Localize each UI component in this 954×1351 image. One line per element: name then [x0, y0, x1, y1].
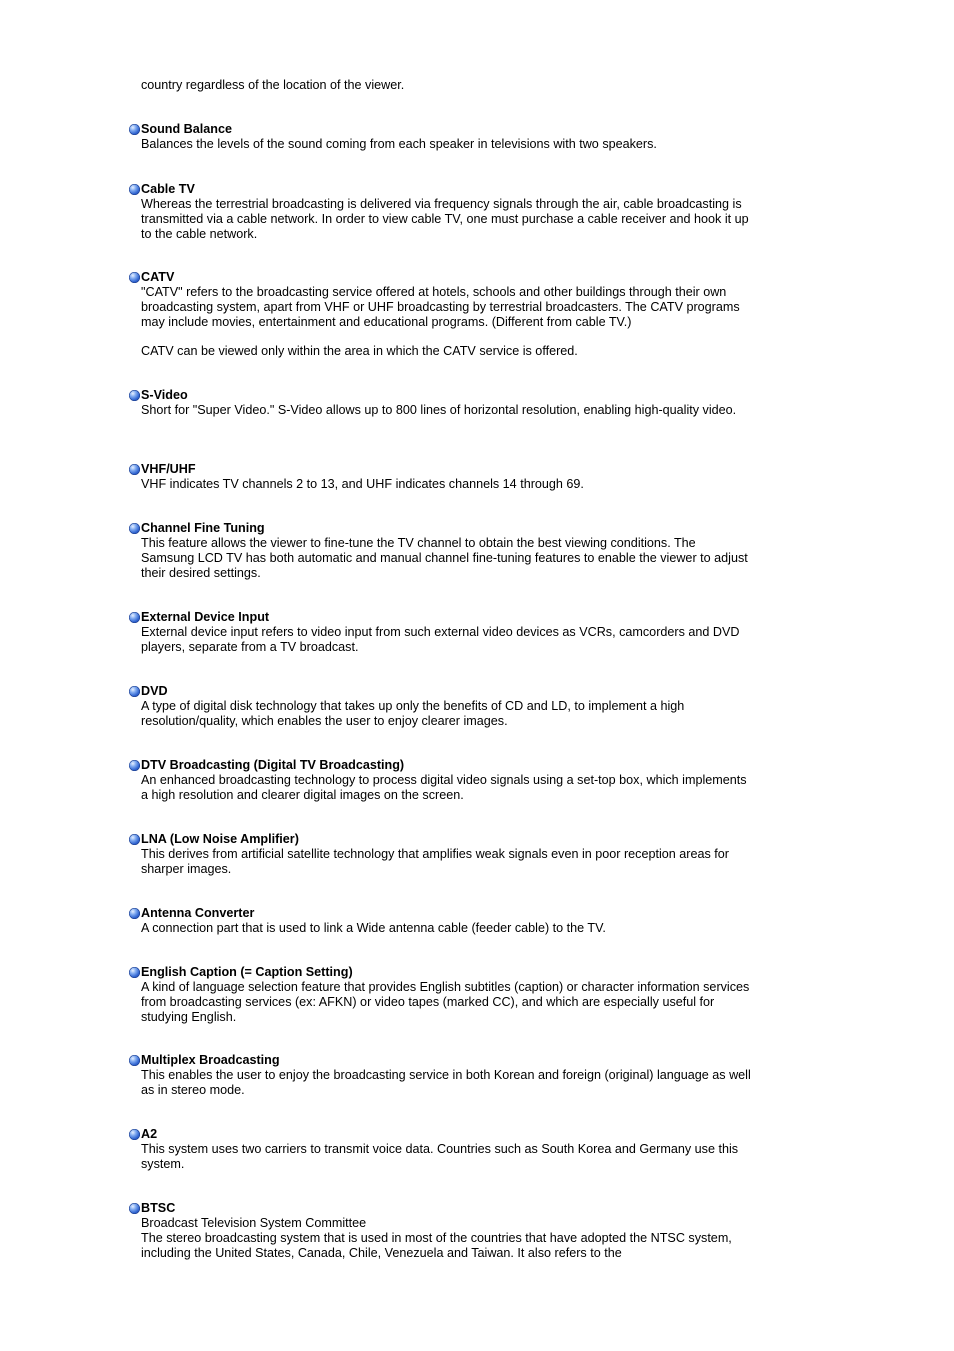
- blue-bullet-icon: [129, 834, 140, 845]
- entry-term: English Caption (= Caption Setting): [141, 965, 353, 979]
- glossary-entry: [129, 832, 754, 877]
- entry-term: Antenna Converter: [141, 906, 255, 920]
- entry-term: VHF/UHF: [141, 462, 196, 476]
- entry-heading: [129, 758, 754, 773]
- entry-description: The stereo broadcasting system that is used in most of the countries that have adopted the NTSC system, including the United States, Canada, Chile, Venezuela and Taiwan. It also refers to the: [141, 1230, 732, 1260]
- entry-description: This enables the user to enjoy the broadcasting service in both Korean and foreign (original) language as well as in stereo mode.: [141, 1068, 751, 1097]
- entry-term: Channel Fine Tuning: [141, 521, 265, 535]
- entry-description: VHF indicates TV channels 2 to 13, and UHF indicates channels 14 through 69.: [141, 477, 584, 491]
- blue-bullet-icon: [129, 464, 140, 475]
- blue-bullet-icon: [129, 686, 140, 697]
- entry-heading: [129, 965, 754, 980]
- entry-heading: [129, 610, 754, 625]
- glossary-entry: [129, 906, 754, 936]
- entry-description: Broadcast Television System Committee: [141, 1216, 367, 1230]
- entry-description: Whereas the terrestrial broadcasting is delivered via frequency signals through the air, cable broadcasting is transmitted via a cable network. In order to view cable TV, one must purchase a cable receiver and hook it up to the cable network.: [141, 197, 749, 241]
- entry-heading: [129, 1127, 754, 1142]
- entry-heading: [129, 832, 754, 847]
- entry-description: Short for "Super Video." S-Video allows up to 800 lines of horizontal resolution, enabling high-quality video.: [141, 403, 737, 417]
- entry-heading: [129, 1053, 754, 1068]
- entry-description: This derives from artificial satellite technology that amplifies weak signals even in poor reception areas for sharper images.: [141, 847, 729, 876]
- entry-description: A connection part that is used to link a Wide antenna cable (feeder cable) to the TV.: [141, 921, 606, 935]
- entry-description: CATV can be viewed only within the area in which the CATV service is offered.: [141, 344, 578, 359]
- entry-heading: [129, 270, 754, 285]
- entry-term: External Device Input: [141, 610, 270, 624]
- blue-bullet-icon: [129, 908, 140, 919]
- blue-bullet-icon: [129, 1129, 140, 1140]
- glossary-entry: [129, 684, 754, 729]
- glossary-entry: [129, 1053, 754, 1098]
- entry-heading: [129, 182, 754, 197]
- entry-description: "CATV" refers to the broadcasting service offered at hotels, schools and other buildings through their own broadcasting system, apart from VHF or UHF broadcasting by terrestrial broadcasters. The CATV programs may include movies, entertainment and educational programs. (Different from cable TV.): [141, 285, 740, 329]
- entry-term: Multiplex Broadcasting: [141, 1053, 280, 1067]
- blue-bullet-icon: [129, 523, 140, 534]
- blue-bullet-icon: [129, 390, 140, 401]
- entry-heading: [129, 462, 754, 477]
- blue-bullet-icon: [129, 124, 140, 135]
- glossary-entry: [129, 270, 754, 359]
- entry-description: A type of digital disk technology that takes up only the benefits of CD and LD, to implement a high resolution/quality, which enables the user to enjoy clearer images.: [141, 699, 685, 728]
- glossary-entry: [129, 965, 754, 1024]
- entry-term: BTSC: [141, 1201, 176, 1215]
- glossary-entry: [129, 388, 754, 418]
- glossary-entry: [129, 1201, 754, 1260]
- glossary-entry: [129, 521, 754, 580]
- glossary-entry: [129, 182, 754, 241]
- entry-heading: [129, 1201, 754, 1216]
- entry-term: A2: [141, 1127, 158, 1141]
- entry-description: An enhanced broadcasting technology to process digital video signals using a set-top box, which implements a high resolution and clearer digital images on the screen.: [141, 773, 747, 802]
- entry-description: This feature allows the viewer to fine-tune the TV channel to obtain the best viewing conditions. The Samsung LCD TV has both automatic and manual channel fine-tuning features to enable the viewer to adjust their desired settings.: [141, 536, 748, 580]
- intro-fragment: country regardless of the location of the viewer.: [141, 78, 405, 92]
- entry-term: S-Video: [141, 388, 188, 402]
- glossary-entry: [129, 1127, 754, 1172]
- glossary-entry: [129, 610, 754, 655]
- entry-heading: [129, 388, 754, 403]
- entry-heading: [129, 906, 754, 921]
- entry-term: DVD: [141, 684, 168, 698]
- blue-bullet-icon: [129, 184, 140, 195]
- entry-term: CATV: [141, 270, 175, 284]
- entry-heading: [129, 521, 754, 536]
- blue-bullet-icon: [129, 760, 140, 771]
- glossary-entry: [129, 758, 754, 803]
- entry-description: External device input refers to video input from such external video devices as VCRs, camcorders and DVD players, separate from a TV broadcast.: [141, 625, 740, 654]
- blue-bullet-icon: [129, 272, 140, 283]
- entry-description: Balances the levels of the sound coming from each speaker in televisions with two speakers.: [141, 137, 657, 151]
- glossary-entry: [129, 122, 754, 152]
- blue-bullet-icon: [129, 1055, 140, 1066]
- entry-term: DTV Broadcasting (Digital TV Broadcasting): [141, 758, 405, 772]
- entry-heading: [129, 684, 754, 699]
- blue-bullet-icon: [129, 967, 140, 978]
- entry-term: Sound Balance: [141, 122, 232, 136]
- entry-term: LNA (Low Noise Amplifier): [141, 832, 299, 846]
- blue-bullet-icon: [129, 1203, 140, 1214]
- blue-bullet-icon: [129, 612, 140, 623]
- entry-term: Cable TV: [141, 182, 195, 196]
- glossary-entry: [129, 462, 754, 492]
- entry-description: This system uses two carriers to transmit voice data. Countries such as South Korea and Germany use this system.: [141, 1142, 739, 1171]
- entry-description: A kind of language selection feature that provides English subtitles (caption) or character information services from broadcasting services (ex: AFKN) or video tapes (marked CC), and which are especially useful for studying English.: [141, 980, 750, 1024]
- entry-heading: [129, 122, 754, 137]
